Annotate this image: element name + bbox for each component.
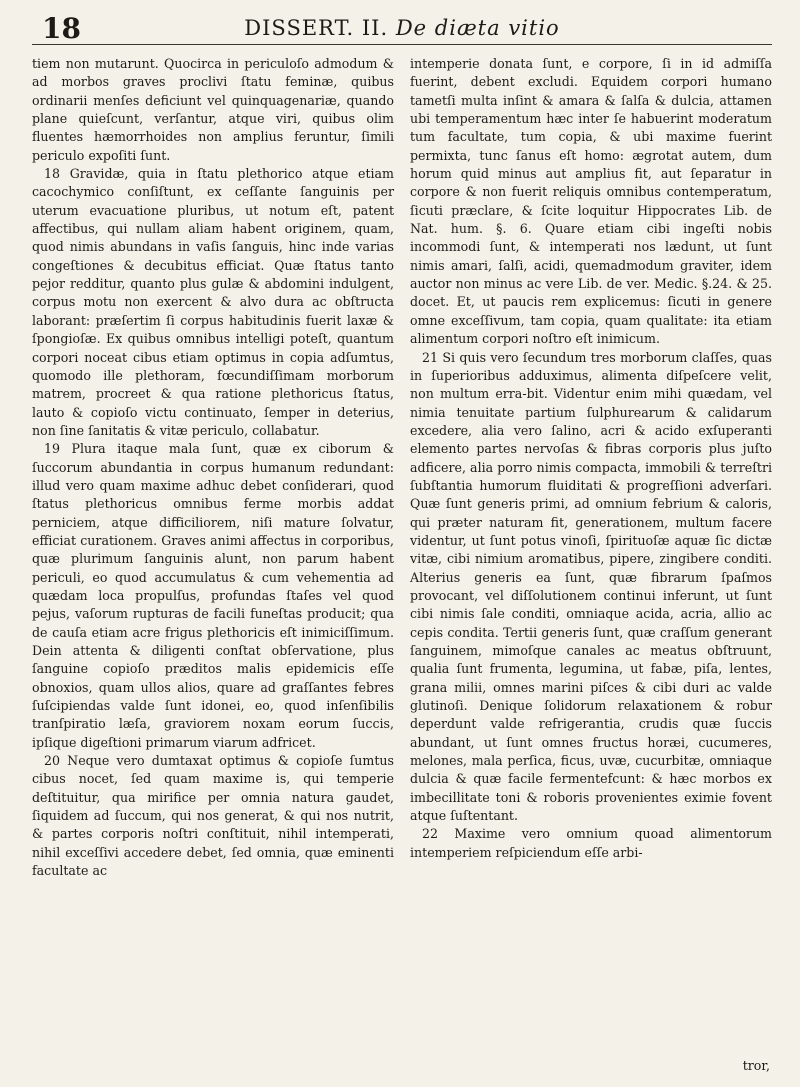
paragraph: 20 Neque vero dumtaxat optimus & copioſe ſumtus cibus nocet, ſed quam maxime is, qui temperie deſtituitur, qua mirifice per omnia natura gaudet, ſiquidem ad ſuccum, qui nos generat, & qui nos nutrit, & partes corporis noſtri conſtituit, nihil intemperati, nihil exceſſivi accedere debet, ſed omnia, quæ eminenti facultate ac	[32, 753, 394, 879]
right-column	[410, 55, 772, 862]
running-title-italic: De diæta vitio	[395, 16, 560, 40]
running-title	[32, 16, 772, 40]
paragraph: 18 Gravidæ, quia in ſtatu plethorico atque etiam cacochymico conſiſtunt, ex ceſſante ſanguinis per uterum evacuatione pluribus, ut notum eſt, patent affectibus, qui nullam aliam habent originem, quam, quod nimis abundans in vaſis ſanguis, hinc inde varias congeſtiones & decubitus efficiat. Quæ ſtatus tanto pejor redditur, quanto plus gulæ & abdomini indulgent, corpus motu non exercent & alvo dura ac obſtructa laborant: præſertim ſi corpus habitudinis fuerit laxæ & ſpongioſæ. Ex quibus omnibus intelligi poteſt, quantum corpori noceat cibus etiam optimus in copia adſumtus, quomodo ille plethoram, fœcundiſſimam morborum matrem, procreet & qua ratione plethoricus ſtatus, lauto & copioſo victu continuato, ſemper in deterius, non ſine ſanitatis & vitæ periculo, collabatur.	[32, 166, 394, 438]
paragraph: 22 Maxime vero omnium quoad alimentorum intemperiem reſpiciendum eſſe arbi-	[410, 826, 772, 860]
running-title-main: DISSERT. II.	[244, 16, 389, 40]
page-number: 18	[42, 12, 81, 45]
catchword: tror,	[742, 1058, 770, 1073]
paragraph: intemperie donata ſunt, e corpore, ſi in id admiſſa fuerint, debent excludi. Equidem corpori humano tametſi multa inſint & amara & ſalſa & dulcia, attamen ubi temperamentum hæc inter ſe habuerint moderatum tum facultate, tum copia, & ubi maxime fuerint permixta, tunc ſanus eſt homo: ægrotat autem, dum horum quid minus aut amplius fit, aut ſeparatur in corpore & non fuerit reliquis omnibus contemperatum, ſicuti præclare, & ſcite loquitur Hippocrates Lib. de Nat. hum. §. 6. Quare etiam cibi ingeſti nobis incommodi ſunt, & intemperati nos lædunt, ut ſunt nimis amari, ſalſi, acidi, quemadmodum graviter, idem auctor non minus ac vere Lib. de ver. Medic. §.24. & 25. docet. Et, ut paucis rem explicemus: ſicuti in genere omne exceſſivum, tam copia, quam qualitate: ita etiam alimentum corpori noſtro eſt inimicum.	[410, 56, 772, 347]
left-column	[32, 55, 394, 880]
paragraph: 19 Plura itaque mala ſunt, quæ ex ciborum & ſuccorum abundantia in corpus humanum redundant: illud vero quam maxime adhuc debet conſiderari, quod ſtatus plethoricus omnibus ferme morbis addat perniciem, atque difficiliorem, niſi mature ſolvatur, efficiat curationem. Graves animi affectus in corporibus, quæ plurimum ſanguinis alunt, non parum habent periculi, eo quod accumulatus & cum vehementia ad quædam loca propulſus, profundas ſtaſes vel quod pejus, vaſorum rupturas de facili funeſtas producit; qua de cauſa etiam acre frigus plethoricis eſt inimiciſſimum. Dein attenta & diligenti conſtat obſervatione, plus ſanguine copioſo præditos malis epidemicis eſſe obnoxios, quam ullos alios, quare ad graſſantes febres ſuſcipiendas valde ſunt idonei, eo, quod inſenſibilis tranſpiratio læſa, graviorem noxam eorum ſuccis, ipſique digeſtioni primarum viarum adfricet.	[32, 441, 394, 750]
paragraph: 21 Si quis vero ſecundum tres morborum claſſes, quas in ſuperioribus adduximus, alimenta diſpeſcere velit, non multum erra-bit. Videntur enim mihi quædam, vel nimia tenuitate partium ſulphurearum & calidarum excedere, alia vero ſalino, acri & acido exſuperanti elemento partes nervoſas & fibras corporis plus juſto adficere, alia porro nimis compacta, immobili & terreſtri ſubſtantia humorum fluiditati & progreſſioni adverſari. Quæ ſunt generis primi, ad omnium febrium & caloris, qui præter naturam fit, generationem, multum facere videntur, ut ſunt potus vinoſi, ſpirituoſæ aquæ ſic dictæ vitæ, cibi nimium aromatibus, pipere, zingibere conditi. Alterius generis ea ſunt, quæ fibrarum ſpaſmos provocant, vel diſſolutionem continui inferunt, ut ſunt cibi nimis ſale conditi, omniaque acida, acria, allio ac cepis condita. Tertii generis ſunt, quæ craſſum generant ſanguinem, mimoſque canales ac meatus obſtruunt, qualia ſunt frumenta, legumina, ut fabæ, piſa, lentes, grana milii, omnes marini piſces & cibi duri ac valde glutinoſi. Denique ſolidorum relaxationem & robur deperdunt valde refrigerantia, crudis quæ ſuccis abundant, ut ſunt omnes fructus horæi, cucumeres, melones, mala perſica, ficus, uvæ, cucurbitæ, omniaque dulcia & quæ facile fermentefcunt: & hæc morbos ex imbecillitate toni & roboris provenientes eximie fovent atque ſuſtentant.	[410, 349, 772, 824]
page-header	[32, 10, 772, 45]
paragraph: tiem non mutarunt. Quocirca in periculoſo admodum & ad morbos graves proclivi ſtatu feminæ, quibus ordinarii menſes deficiunt vel quinquagenariæ, quando plane quieſcunt, verſantur, atque viri, quibus olim fluentes hæmorrhoides non amplius feruntur, ſimili periculo expoſiti ſunt.	[32, 56, 394, 163]
